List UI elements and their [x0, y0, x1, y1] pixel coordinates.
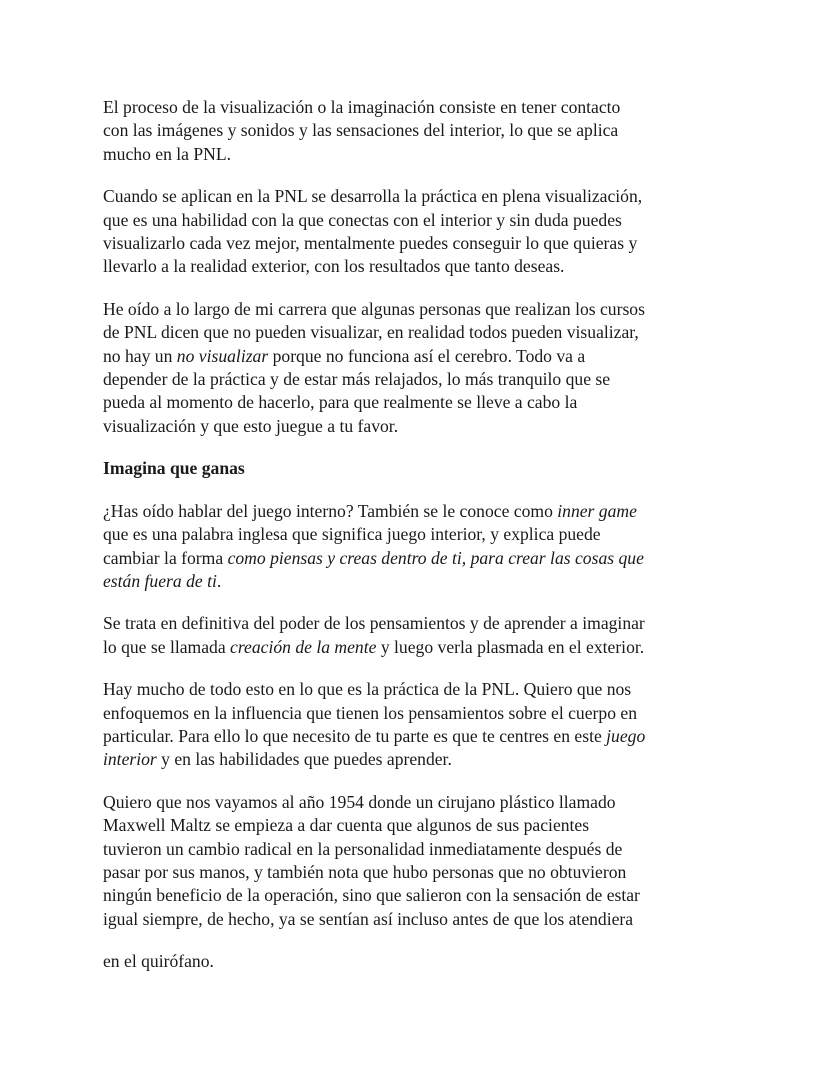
text-run: He oído a lo largo de mi carrera que algunas personas que realizan los cursos: [103, 298, 645, 319]
text-run: Maxwell Maltz se empieza a dar cuenta que algunos de sus pacientes: [103, 815, 590, 836]
text-run: llevarlo a la realidad exterior, con los resultados que tanto deseas.: [103, 256, 565, 277]
text-run: Quiero que nos vayamos al año 1954 donde un cirujano plástico llamado: [103, 791, 616, 812]
paragraph: [103, 678, 735, 772]
text-run: .: [216, 570, 222, 591]
text-run: en el quirófano.: [103, 951, 214, 972]
paragraph: [103, 791, 735, 931]
document-body: [103, 96, 735, 974]
text-run: enfoquemos en la influencia que tienen los pensamientos sobre el cuerpo en: [103, 702, 637, 723]
paragraph: [103, 298, 735, 438]
italic-text-run: como piensas y creas dentro de ti, para crear las cosas que: [227, 547, 644, 568]
text-run: y en las habilidades que puedes aprender.: [156, 749, 452, 770]
italic-text-run: juego: [606, 725, 646, 746]
text-run: tuvieron un cambio radical en la personalidad inmediatamente después de: [103, 838, 623, 859]
text-run: no hay un: [103, 345, 177, 366]
italic-text-run: creación de la mente: [230, 636, 377, 657]
paragraph: [103, 185, 735, 279]
text-run: Se trata en definitiva del poder de los pensamientos y de aprender a imaginar: [103, 613, 645, 634]
italic-text-run: no visualizar: [176, 345, 269, 366]
text-run: ningún beneficio de la operación, sino que salieron con la sensación de estar: [103, 885, 640, 906]
text-run: Hay mucho de todo esto en lo que es la práctica de la PNL. Quiero que nos: [103, 679, 632, 700]
text-run: con las imágenes y sonidos y las sensaciones del interior, lo que se aplica: [103, 120, 619, 141]
paragraph: [103, 950, 735, 973]
text-run: porque no funciona así el cerebro. Todo va a: [268, 345, 586, 366]
text-run: visualizarlo cada vez mejor, mentalmente puedes conseguir lo que quieras y: [103, 233, 638, 254]
text-run: visualización y que esto juegue a tu favor.: [103, 415, 399, 436]
text-run: Cuando se aplican en la PNL se desarrolla la práctica en plena visualización,: [103, 186, 643, 207]
paragraph: [103, 500, 735, 594]
text-run: que es una habilidad con la que conectas con el interior y sin duda puedes: [103, 209, 622, 230]
text-run: de PNL dicen que no pueden visualizar, en realidad todos pueden visualizar,: [103, 322, 639, 343]
text-run: pasar por sus manos, y también nota que hubo personas que no obtuvieron: [103, 861, 627, 882]
text-run: que es una palabra inglesa que significa juego interior, y explica puede: [103, 524, 601, 545]
text-run: pueda al momento de hacerlo, para que realmente se lleve a cabo la: [103, 392, 578, 413]
italic-text-run: interior: [103, 749, 157, 770]
italic-text-run: están fuera de ti: [103, 570, 217, 591]
paragraph: [103, 96, 735, 166]
text-run: particular. Para ello lo que necesito de tu parte es que te centres en este: [103, 725, 607, 746]
text-run: El proceso de la visualización o la imaginación consiste en tener contacto: [103, 97, 621, 117]
italic-text-run: inner game: [557, 500, 637, 521]
text-run: ¿Has oído hablar del juego interno? También se le conoce como: [103, 500, 558, 521]
text-run: mucho en la PNL.: [103, 143, 232, 164]
text-run: cambiar la forma: [103, 547, 228, 568]
text-run: depender de la práctica y de estar más relajados, lo más tranquilo que se: [103, 369, 611, 390]
section-heading: [103, 457, 735, 480]
text-run: y luego verla plasmada en el exterior.: [376, 636, 645, 657]
text-run: igual siempre, de hecho, ya se sentían así incluso antes de que los atendiera: [103, 908, 634, 929]
paragraph: [103, 612, 735, 659]
text-run: lo que se llamada: [103, 636, 231, 657]
text-run: Imagina que ganas: [103, 458, 245, 479]
